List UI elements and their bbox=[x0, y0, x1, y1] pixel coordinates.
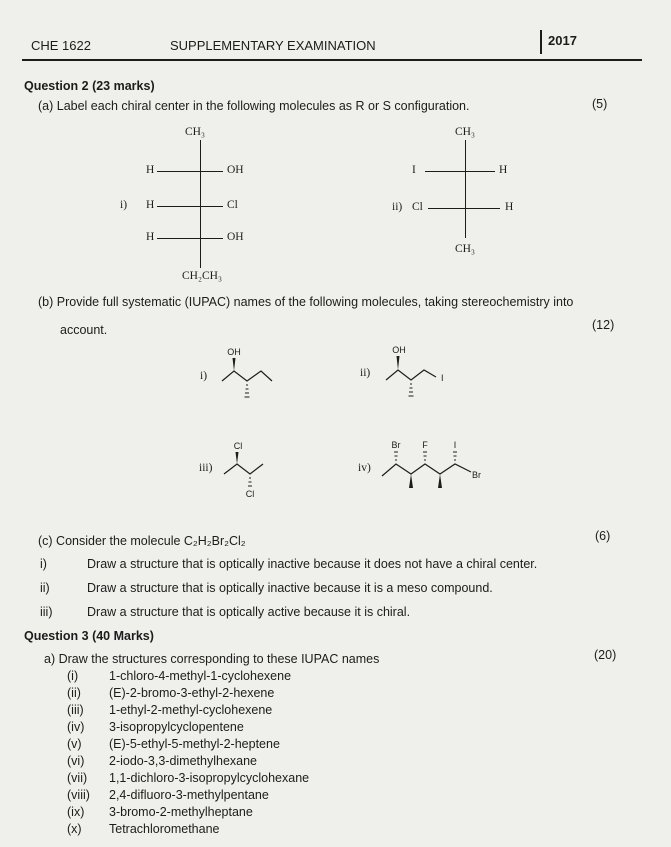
q3a-item-text: 3-bromo-2-methylheptane bbox=[109, 805, 253, 819]
q2c-item-num: i) bbox=[40, 557, 47, 571]
q3a-item-text: (E)-5-ethyl-5-methyl-2-heptene bbox=[109, 737, 280, 751]
mol1-row2-right: Cl bbox=[227, 199, 238, 211]
b-mol4-hash-br bbox=[394, 452, 398, 460]
header-rule bbox=[22, 59, 642, 61]
mol2-row2-left: Cl bbox=[412, 201, 423, 213]
q3a-item-num: (ix) bbox=[67, 805, 85, 819]
b-mol1-hash bbox=[245, 385, 250, 397]
mol2-row2-right: H bbox=[505, 201, 514, 213]
q3a-item-num: (iv) bbox=[67, 720, 85, 734]
q3a-item-num: (x) bbox=[67, 822, 82, 836]
q2b-text-line1: (b) Provide full systematic (IUPAC) names of the following molecules, taking stereochemistry into bbox=[38, 295, 574, 309]
mol2-row2-bond bbox=[428, 208, 500, 209]
q3a-marks: (20) bbox=[594, 648, 617, 662]
q3a-item-num: (vi) bbox=[67, 754, 85, 768]
mol2-bottom-group: CH₃ bbox=[455, 243, 475, 255]
b-mol2-wedge bbox=[397, 356, 400, 370]
b-mol2-label: ii) bbox=[360, 367, 371, 379]
b-mol2-iodine: I bbox=[441, 373, 444, 383]
b-mol4-f: F bbox=[422, 440, 428, 450]
q3a-item-text: 1-ethyl-2-methyl-cyclohexene bbox=[109, 703, 273, 717]
q2a-text: (a) Label each chiral center in the following molecules as R or S configuration. bbox=[38, 99, 470, 113]
q3a-item-text: 3-isopropylcyclopentene bbox=[109, 720, 244, 734]
b-mol3-cl-bottom: Cl bbox=[245, 489, 255, 499]
q2c-item-num: iii) bbox=[40, 605, 53, 619]
mol1-row1-right: OH bbox=[227, 164, 244, 176]
q3a-item-text: 1-chloro-4-methyl-1-cyclohexene bbox=[109, 669, 292, 683]
b-mol4-br-end: Br bbox=[472, 470, 481, 480]
exam-title: SUPPLEMENTARY EXAMINATION bbox=[170, 38, 376, 53]
b-mol3-cl-top: Cl bbox=[233, 441, 243, 451]
q3a-item-text: 1,1-dichloro-3-isopropylcyclohexane bbox=[109, 771, 310, 785]
q3a-item-text: 2,4-difluoro-3-methylpentane bbox=[109, 788, 269, 802]
mol1-row3-left: H bbox=[146, 231, 155, 243]
q2c-item-text: Draw a structure that is optically inactive because it does not have a chiral center. bbox=[87, 557, 538, 571]
b-mol3-chain bbox=[224, 464, 263, 474]
q3a-item-num: (i) bbox=[67, 669, 79, 683]
q2c-item-num: ii) bbox=[40, 581, 50, 595]
b-mol4-label: iv) bbox=[358, 462, 371, 474]
mol1-row3-bond bbox=[157, 238, 223, 239]
q3a-item-num: (iii) bbox=[67, 703, 84, 717]
b-mol4-hash-i bbox=[453, 452, 457, 460]
mol2-row1-right: H bbox=[499, 164, 508, 176]
q2b-text-line2: account. bbox=[60, 323, 108, 337]
b-mol1-label: i) bbox=[200, 370, 208, 382]
b-mol3-wedge bbox=[236, 452, 239, 464]
mol2-row1-bond bbox=[425, 171, 495, 172]
b-mol2-chain bbox=[386, 370, 436, 380]
q3a-item-num: (vii) bbox=[67, 771, 88, 785]
b-mol1-oh: OH bbox=[227, 347, 241, 357]
q2c-text: (c) Consider the molecule C₂H₂Br₂Cl₂ bbox=[38, 534, 246, 548]
course-code: CHE 1622 bbox=[31, 38, 91, 53]
exam-year: 2017 bbox=[548, 33, 577, 48]
mol1-top-group: CH₃ bbox=[185, 126, 205, 138]
q3a-item-text: 2-iodo-3,3-dimethylhexane bbox=[109, 754, 258, 768]
b-mol4-wedge-2 bbox=[438, 474, 442, 488]
q2c-item-text: Draw a structure that is optically active because it is chiral. bbox=[87, 605, 411, 619]
q3a-item-num: (ii) bbox=[67, 686, 81, 700]
mol2-row1-left: I bbox=[412, 164, 416, 176]
b-mol4-br-top: Br bbox=[391, 440, 401, 450]
q3a-text: a) Draw the structures corresponding to these IUPAC names bbox=[44, 652, 380, 666]
mol2-top-group: CH₃ bbox=[455, 126, 475, 138]
b-mol3-label: iii) bbox=[199, 462, 213, 474]
q2a-marks: (5) bbox=[592, 97, 608, 111]
mol2-vertical-bond bbox=[465, 140, 466, 238]
q2b-marks: (12) bbox=[592, 318, 615, 332]
mol1-row2-bond bbox=[157, 206, 223, 207]
mol1-vertical-bond bbox=[200, 140, 201, 268]
mol1-row1-left: H bbox=[146, 164, 155, 176]
mol1-row1-bond bbox=[157, 171, 223, 172]
mol1-row3-right: OH bbox=[227, 231, 244, 243]
q3a-item-num: (viii) bbox=[67, 788, 90, 802]
q3a-item-num: (v) bbox=[67, 737, 82, 751]
question-3-title: Question 3 (40 Marks) bbox=[24, 629, 154, 643]
b-mol1-wedge bbox=[233, 358, 236, 371]
q3a-item-text: (E)-2-bromo-3-ethyl-2-hexene bbox=[109, 686, 275, 700]
header-divider bbox=[540, 30, 542, 54]
b-mol4-hash-f bbox=[423, 452, 427, 460]
mol1-row2-left: H bbox=[146, 199, 155, 211]
b-mol4-i: I bbox=[453, 440, 457, 450]
mol1-bottom-group: CH₂CH₃ bbox=[182, 270, 222, 282]
q3a-item-text: Tetrachloromethane bbox=[109, 822, 220, 836]
b-mol1-chain bbox=[222, 371, 272, 381]
mol1-label: i) bbox=[120, 199, 128, 211]
q2c-item-text: Draw a structure that is optically inactive because it is a meso compound. bbox=[87, 581, 493, 595]
q2c-marks: (6) bbox=[595, 529, 611, 543]
b-mol4-chain bbox=[382, 464, 471, 476]
mol2-label: ii) bbox=[392, 201, 403, 213]
b-mol4-wedge-1 bbox=[409, 474, 413, 488]
b-mol3-hash bbox=[248, 478, 252, 486]
question-2-title: Question 2 (23 marks) bbox=[24, 79, 155, 93]
b-mol2-hash bbox=[409, 384, 414, 396]
b-mol2-oh: OH bbox=[392, 345, 406, 355]
